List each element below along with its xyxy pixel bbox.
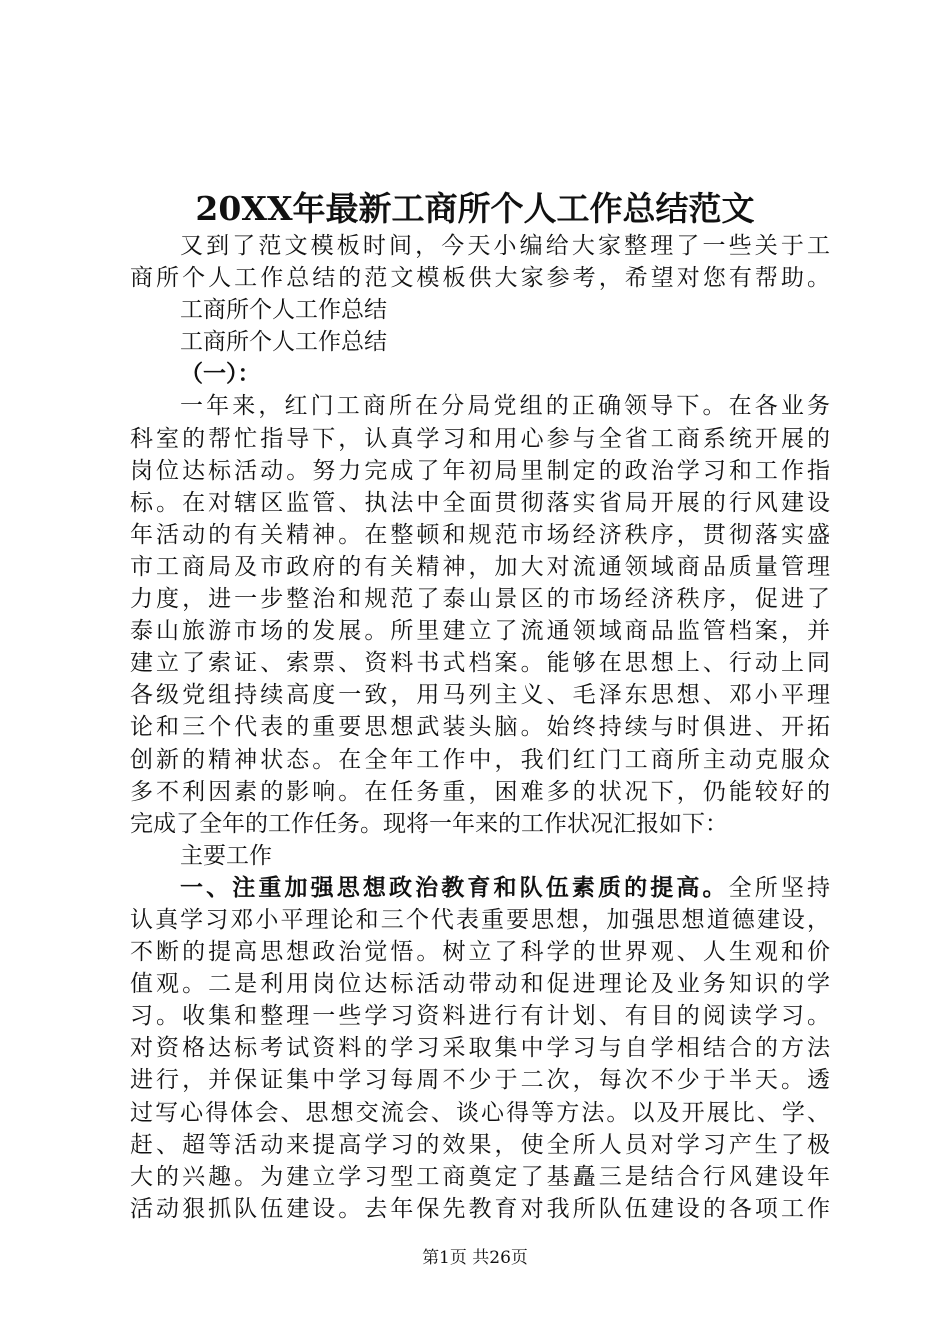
paragraph-line: 年活动的有关精神。在整顿和规范市场经济秩序，贯彻落实盛 <box>130 521 830 548</box>
paragraph-line: 进行，并保证集中学习每周不少于二次，每次不少于半天。透 <box>130 1067 830 1094</box>
paragraph-line: 工商所个人工作总结 <box>180 329 387 356</box>
paragraph-text: 全所坚持 <box>728 874 830 901</box>
document-title: 20XX年最新工商所个人工作总结范文 <box>195 189 755 228</box>
paragraph-line: 习。收集和整理一些学习资料进行有计划、有目的阅读学习。 <box>130 1003 830 1030</box>
paragraph-line: 活动狠抓队伍建设。去年保先教育对我所队伍建设的各项工作 <box>130 1195 830 1222</box>
paragraph-line: 多不利因素的影响。在任务重，困难多的状况下，仍能较好的 <box>130 778 830 805</box>
paragraph-line: 科室的帮忙指导下，认真学习和用心参与全省工商系统开展的 <box>130 425 830 452</box>
paragraph-line: 又到了范文模板时间，今天小编给大家整理了一些关于工 <box>180 233 830 259</box>
paragraph-line <box>130 872 830 904</box>
paragraph-line: 过写心得体会、思想交流会、谈心得等方法。以及开展比、学、 <box>130 1099 830 1126</box>
paragraph-line: 泰山旅游市场的发展。所里建立了流通领域商品监管档案，并 <box>130 618 830 645</box>
paragraph-line: （一）： <box>180 360 261 388</box>
paragraph-line: 不断的提高思想政治觉悟。树立了科学的世界观、人生观和价 <box>130 939 830 966</box>
paragraph-line: 市工商局及市政府的有关精神，加大对流通领域商品质量管理 <box>130 553 830 580</box>
section-heading: 一、注重加强思想政治教育和队伍素质的提高。 <box>180 873 729 901</box>
paragraph-line: 建立了索证、索票、资料书式档案。能够在思想上、行动上同 <box>130 650 830 677</box>
paragraph-line: 标。在对辖区监管、执法中全面贯彻落实省局开展的行风建设 <box>130 489 830 516</box>
paragraph-line: 岗位达标活动。努力完成了年初局里制定的政治学习和工作指 <box>130 457 830 484</box>
paragraph-line: 主要工作 <box>180 842 272 869</box>
paragraph-line: 创新的精神状态。在全年工作中，我们红门工商所主动克服众 <box>130 746 830 773</box>
paragraph-line: 一年来，红门工商所在分局党组的正确领导下。在各业务 <box>180 393 830 420</box>
paragraph-line: 完成了全年的工作任务。现将一年来的工作状况汇报如下： <box>130 810 728 837</box>
paragraph-line: 论和三个代表的重要思想武装头脑。始终持续与时俱进、开拓 <box>130 714 830 741</box>
paragraph-line: 赶、超等活动来提高学习的效果，使全所人员对学习产生了极 <box>130 1131 830 1158</box>
paragraph-line: 工商所个人工作总结 <box>180 297 387 324</box>
paragraph-line: 各级党组持续高度一致，用马列主义、毛泽东思想、邓小平理 <box>130 682 830 709</box>
paragraph-line: 认真学习邓小平理论和三个代表重要思想，加强思想道德建设， <box>130 906 830 933</box>
paragraph-line: 大的兴趣。为建立学习型工商奠定了基矗三是结合行风建设年 <box>130 1163 830 1190</box>
paragraph-line: 对资格达标考试资料的学习采取集中学习与自学相结合的方法 <box>130 1035 830 1062</box>
paragraph-line: 力度，进一步整治和规范了泰山景区的市场经济秩序，促进了 <box>130 586 830 613</box>
paragraph-line: 商所个人工作总结的范文模板供大家参考，希望对您有帮助。 <box>130 265 830 292</box>
paragraph-line: 值观。二是利用岗位达标活动带动和促进理论及业务知识的学 <box>130 971 830 998</box>
page-footer: 第1页 共26页 <box>422 1248 528 1268</box>
document-body <box>130 230 830 1225</box>
